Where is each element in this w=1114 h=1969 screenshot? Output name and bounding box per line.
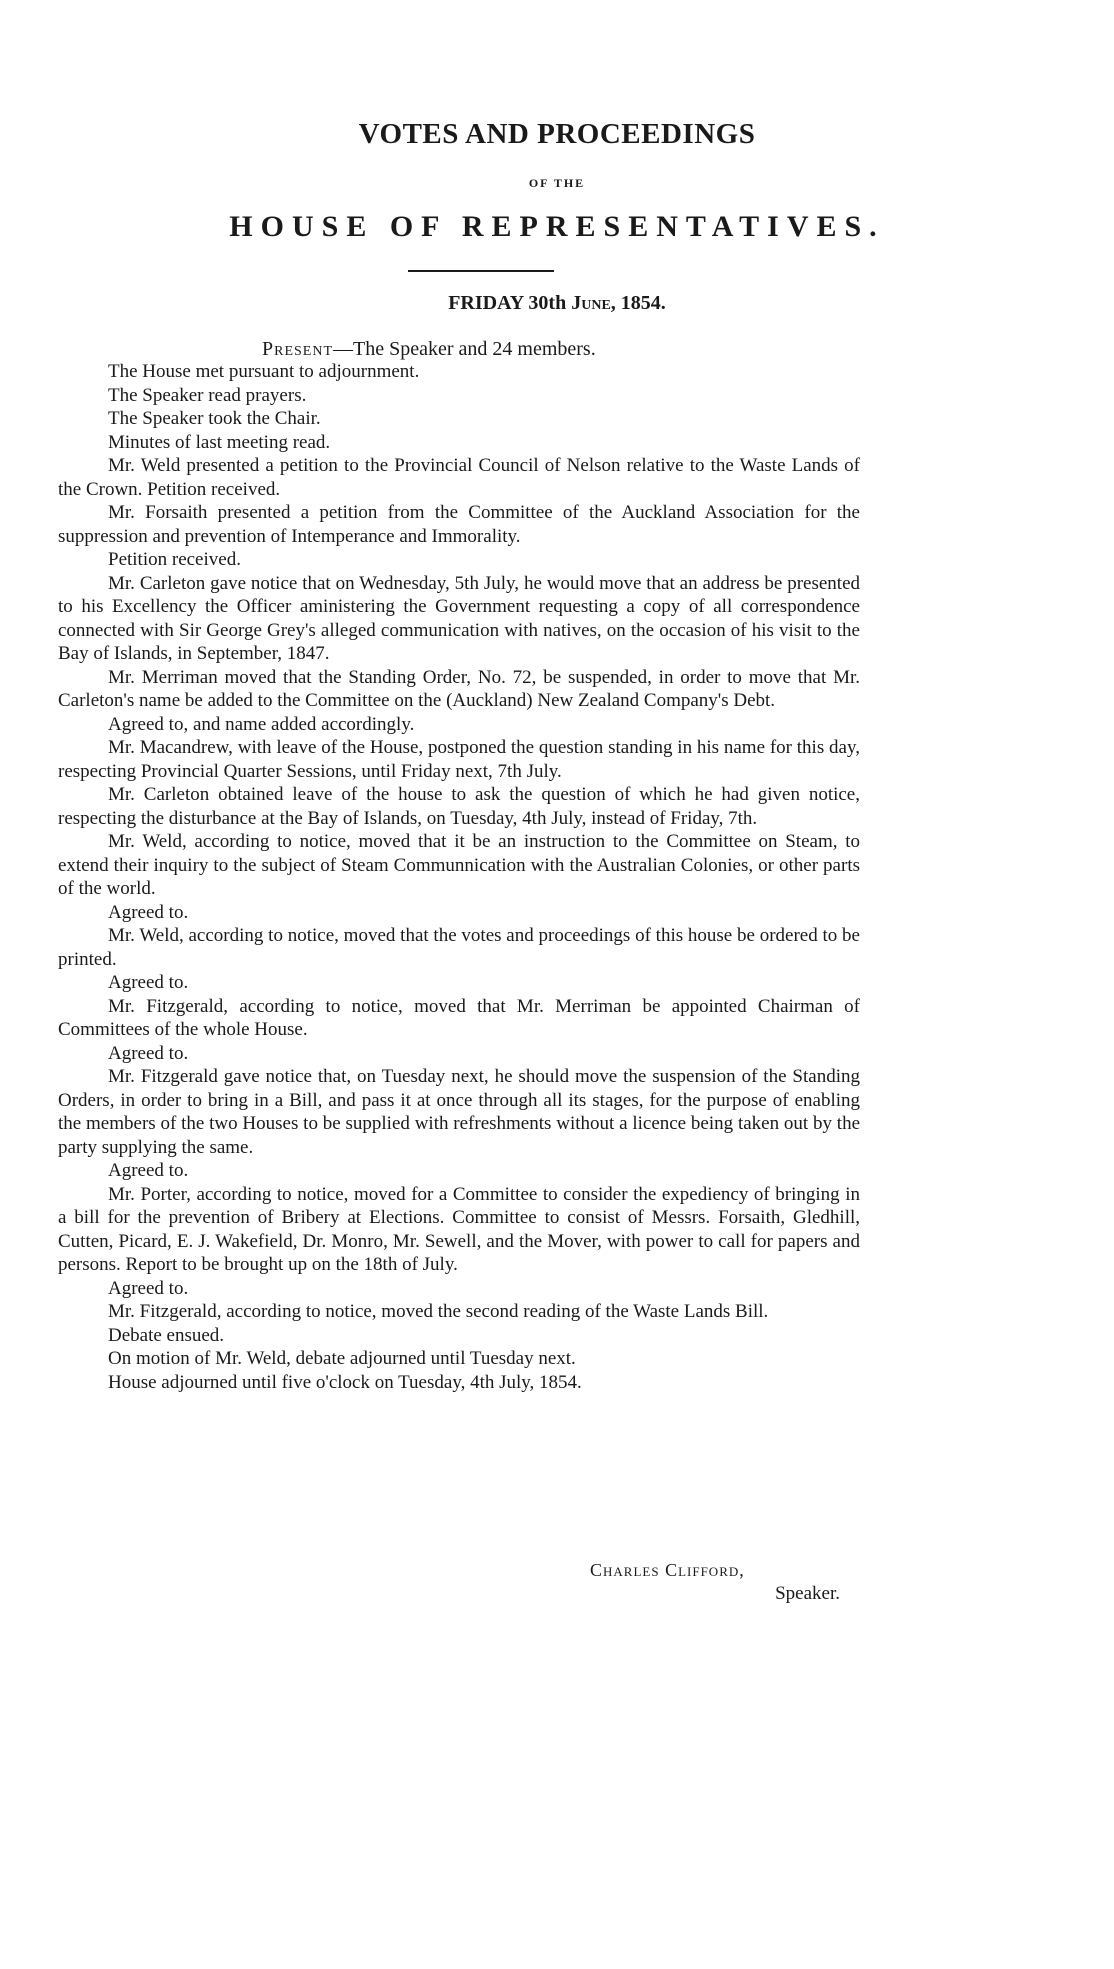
- title-divider: [408, 270, 554, 272]
- proceedings-paragraph: Mr. Fitzgerald, according to notice, moved the second reading of the Waste Lands Bill.: [108, 1301, 769, 1322]
- proceedings-paragraph: Agreed to.: [108, 972, 189, 993]
- proceedings-paragraph: Minutes of last meeting read.: [108, 431, 331, 453]
- proceedings-paragraph: Mr. Forsaith presented a petition from the Committee of the Auckland Association for the suppression and prevention of Intemperance and Immorality.: [58, 502, 860, 547]
- proceedings-paragraph: Mr. Porter, according to notice, moved for a Committee to consider the expediency of bringing in a bill for the prevention of Bribery at Elections. Committee to consist of Messrs. Forsaith, Gledhill, Cutten, Picard, E. J. Wakefield, Dr. Monro, Mr. Sewell, and the Mover, with power to call for papers and persons. Report to be brought up on the 18th of July.: [58, 1183, 860, 1275]
- proceedings-paragraph: Agreed to.: [108, 1042, 189, 1064]
- sitting-date: [0, 292, 1114, 315]
- proceedings-paragraph: Agreed to.: [108, 1160, 189, 1181]
- proceedings-paragraph: House adjourned until five o'clock on Tuesday, 4th July, 1854.: [108, 1371, 582, 1393]
- date-year: , 1854.: [610, 292, 666, 314]
- proceedings-paragraph: The Speaker took the Chair.: [108, 408, 321, 429]
- proceedings-paragraph: Agreed to.: [108, 901, 189, 923]
- house-title: HOUSE OF REPRESENTATIVES.: [229, 210, 885, 243]
- present-text: —The Speaker and 24 members.: [333, 338, 596, 360]
- proceedings-paragraph: Mr. Carleton gave notice that on Wednesday, 5th July, he would move that an address be presented to his Excellency the Officer aministering the Government requesting a copy of all correspondence connected with Sir George Grey's alleged communication with natives, on the occasion of his visit to the Bay of Islands, in September, 1847.: [58, 572, 860, 664]
- date-day: FRIDAY: [448, 292, 524, 314]
- present-line: [262, 338, 596, 361]
- proceedings-paragraph: Petition received.: [108, 549, 241, 570]
- document-title: VOTES AND PROCEEDINGS: [358, 118, 756, 150]
- proceedings-paragraph: Agreed to.: [108, 1277, 189, 1299]
- proceedings-paragraph: On motion of Mr. Weld, debate adjourned until Tuesday next.: [108, 1348, 576, 1369]
- proceedings-paragraph: Mr. Carleton obtained leave of the house to ask the question of which he had given notice, respecting the disturbance at the Bay of Islands, on Tuesday, 4th July, instead of Friday, 7th.: [58, 784, 860, 829]
- of-the-label: OF THE: [528, 176, 586, 190]
- proceedings-paragraph: The House met pursuant to adjournment.: [108, 361, 420, 382]
- proceedings-paragraph: Mr. Weld presented a petition to the Provincial Council of Nelson relative to the Waste Lands of the Crown. Petition received.: [58, 455, 860, 500]
- proceedings-paragraph: Mr. Macandrew, with leave of the House, postponed the question standing in his name for this day, respecting Provincial Quarter Sessions, until Friday next, 7th July.: [58, 737, 860, 782]
- proceedings-paragraph: Mr. Weld, according to notice, moved that the votes and proceedings of this house be ordered to be printed.: [58, 925, 860, 970]
- present-label: Present: [262, 338, 334, 360]
- proceedings-paragraph: The Speaker read prayers.: [108, 384, 307, 406]
- signature-block: [590, 1558, 840, 1606]
- proceedings-body: [58, 360, 860, 1394]
- proceedings-paragraph: Agreed to, and name added accordingly.: [108, 713, 415, 735]
- signatory-name: Charles Clifford,: [590, 1560, 745, 1580]
- proceedings-paragraph: Mr. Merriman moved that the Standing Order, No. 72, be suspended, in order to move that Mr. Carleton's name be added to the Committee on the (Auckland) New Zealand Company's Debt.: [58, 666, 860, 711]
- proceedings-paragraph: Debate ensued.: [108, 1324, 225, 1346]
- date-month: June: [571, 292, 611, 314]
- proceedings-paragraph: Mr. Fitzgerald gave notice that, on Tuesday next, he should move the suspension of the Standing Orders, in order to bring in a Bill, and pass it at once through all its stages, for the purpose of enabling the members of the two Houses to be supplied with refreshments without a licence being taken out by the party supplying the same.: [58, 1066, 860, 1158]
- signatory-role: Speaker.: [775, 1583, 840, 1604]
- proceedings-paragraph: Mr. Fitzgerald, according to notice, moved that Mr. Merriman be appointed Chairman of Committees of the whole House.: [58, 995, 860, 1040]
- date-day-num: 30th: [528, 292, 567, 314]
- proceedings-paragraph: Mr. Weld, according to notice, moved that it be an instruction to the Committee on Steam, to extend their inquiry to the subject of Steam Communnication with the Australian Colonies, or other parts of the world.: [58, 831, 860, 899]
